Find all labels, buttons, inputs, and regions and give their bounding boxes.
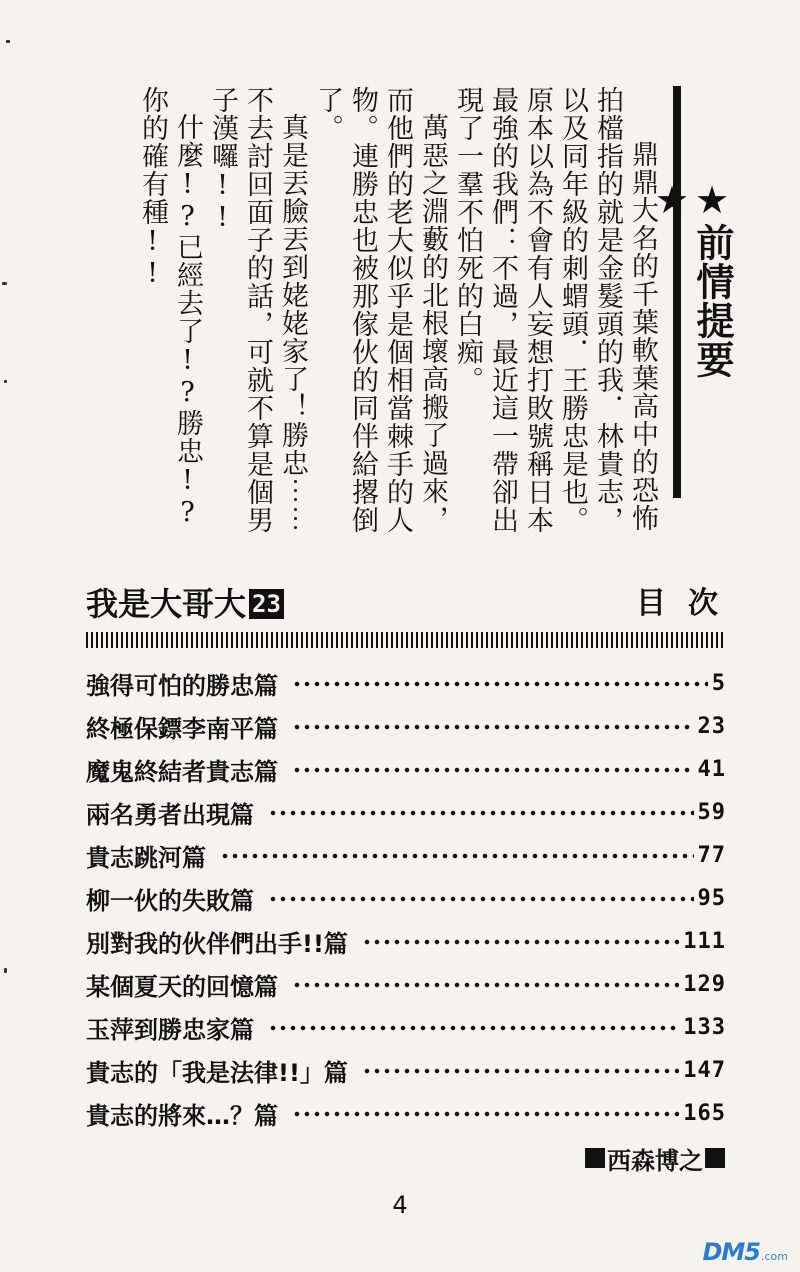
toc-leader-dots — [268, 1025, 679, 1031]
page-number: 4 — [392, 1191, 408, 1219]
toc-entry-page: 133 — [683, 1015, 726, 1040]
toc-entry[interactable] — [86, 748, 726, 791]
toc-entry[interactable] — [86, 1006, 726, 1049]
toc-entry[interactable] — [86, 834, 726, 877]
toc-leader-dots — [268, 810, 694, 816]
synopsis-text — [70, 86, 660, 556]
scan-speck — [6, 40, 10, 43]
toc-entry[interactable] — [86, 705, 726, 748]
volume-badge: 23 — [249, 589, 284, 619]
toc-entry-page: 77 — [697, 843, 726, 868]
toc-entry-title: 貴志跳河篇 — [86, 844, 206, 872]
site-watermark — [702, 1238, 788, 1266]
contents-heading: 目次 — [636, 586, 740, 621]
toc-entry-title: 兩名勇者出現篇 — [86, 801, 254, 829]
synopsis-paragraph: 什麼!?已經去了!?勝忠!?你的確有種!! — [137, 86, 203, 529]
toc-entry-title: 別對我的伙伴們出手!!篇 — [86, 930, 348, 958]
scan-speck — [2, 282, 7, 285]
author-name: 西森博之 — [607, 1146, 703, 1175]
toc-leader-dots — [362, 1068, 679, 1074]
book-title-text: 我是大哥大 — [86, 585, 247, 623]
scan-speck — [4, 380, 7, 383]
toc-leader-dots — [362, 939, 679, 945]
toc-leader-dots — [292, 982, 679, 988]
toc-leader-dots — [292, 1111, 679, 1117]
toc-entry-page: 129 — [683, 972, 726, 997]
toc-entry-title: 某個夏天的回憶篇 — [86, 973, 278, 1001]
synopsis-paragraph: 鼎鼎大名的千葉軟葉高中的恐怖拍檔指的就是金髮頭的我．林貴志，以及同年級的刺蝟頭．王勝忠是也。原本以為不會有人妄想打敗號稱日本最強的我們：不過，最近這一帶卻出現了一羣不怕死的白痴。 — [452, 86, 658, 534]
toc-entry-page: 59 — [697, 800, 726, 825]
toc-entry[interactable] — [86, 1092, 726, 1135]
toc-entry[interactable] — [86, 920, 726, 963]
table-of-contents — [86, 662, 726, 1135]
toc-entry[interactable] — [86, 791, 726, 834]
synopsis-title: ★前情提要★ — [650, 178, 734, 379]
square-bullet-icon — [585, 1148, 605, 1168]
toc-entry-title: 魔鬼終結者貴志篇 — [86, 758, 278, 786]
square-bullet-icon — [705, 1148, 725, 1168]
author-credit — [585, 1140, 725, 1176]
toc-entry-page: 23 — [697, 714, 726, 739]
toc-entry[interactable] — [86, 1049, 726, 1092]
toc-entry-title: 玉萍到勝忠家篇 — [86, 1016, 254, 1044]
toc-entry-page: 5 — [711, 671, 726, 696]
toc-entry-title: 貴志的將來…？篇 — [86, 1102, 278, 1130]
synopsis-divider-bar — [673, 86, 681, 498]
watermark-logo: DM5 — [702, 1238, 760, 1266]
toc-entry-page: 111 — [683, 929, 726, 954]
toc-leader-dots — [268, 896, 694, 902]
book-title — [86, 583, 284, 625]
toc-entry-page: 147 — [683, 1058, 726, 1083]
toc-leader-dots — [292, 681, 708, 687]
toc-entry-title: 貴志的「我是法律!!」篇 — [86, 1059, 348, 1087]
toc-entry[interactable] — [86, 963, 726, 1006]
toc-entry[interactable] — [86, 877, 726, 920]
toc-leader-dots — [292, 724, 694, 730]
toc-entry-title: 終極保鏢李南平篇 — [86, 715, 278, 743]
scan-speck — [4, 968, 7, 973]
toc-leader-dots — [292, 767, 694, 773]
toc-entry-page: 41 — [697, 757, 726, 782]
toc-leader-dots — [220, 853, 694, 859]
watermark-suffix: .com — [761, 1250, 788, 1263]
synopsis-paragraph: 真是丟臉丟到姥姥家了！勝忠⋯⋯不去討回面子的話，可就不算是個男子漢囉!! — [207, 86, 308, 534]
synopsis-paragraph: 萬惡之淵藪的北根壞高搬了過來，而他們的老大似乎是個相當棘手的人物。連勝忠也被那傢伙的同伴給撂倒了。 — [312, 86, 448, 534]
toc-entry-page: 95 — [697, 886, 726, 911]
decorative-tick-rule — [86, 632, 726, 648]
toc-entry-title: 柳一伙的失敗篇 — [86, 887, 254, 915]
toc-entry[interactable] — [86, 662, 726, 705]
toc-entry-title: 強得可怕的勝忠篇 — [86, 672, 278, 700]
toc-entry-page: 165 — [683, 1101, 726, 1126]
